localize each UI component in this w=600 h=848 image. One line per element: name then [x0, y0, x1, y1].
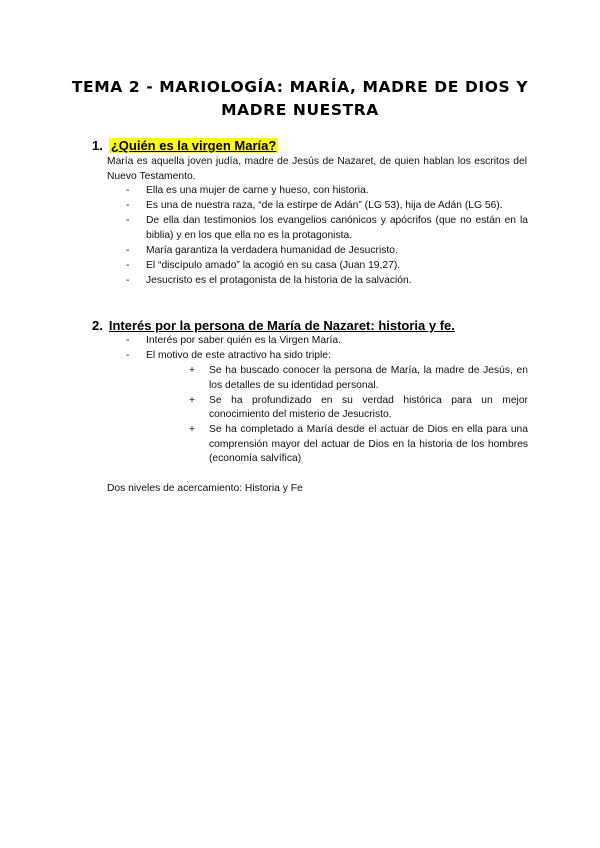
section-2-subitem: + Se ha buscado conocer la persona de María, la madre de Jesús, en los detalles de su identidad personal.: [189, 364, 528, 393]
section-2-item: - El motivo de este atractivo ha sido triple:: [124, 349, 528, 364]
section-2-heading: [92, 318, 455, 333]
section-2-number: 2.: [92, 318, 103, 333]
section-2-subitem: + Se ha completado a María desde el actuar de Dios en ella para una comprensión mayor del actuar de Dios en la historia de los hombres (economía salvífica): [189, 423, 528, 467]
section-1-intro: María es aquella joven judía, madre de Jesús de Nazaret, de quien hablan los escritos del Nuevo Testamento.: [107, 156, 527, 182]
section-2-list: [124, 334, 528, 364]
section-1-item: - María garantiza la verdadera humanidad de Jesucristo.: [124, 244, 528, 259]
section-2-item: - Interés por saber quién es la Virgen María.: [124, 334, 528, 349]
document-title-line-2: MADRE NUESTRA: [221, 101, 379, 119]
document-title-line-1: TEMA 2 - MARIOLOGÍA: MARÍA, MADRE DE DIOS Y: [71, 78, 529, 96]
section-2-subitem: + Se ha profundizado en su verdad histórica para un mejor conocimiento del misterio de Jesucristo.: [189, 394, 528, 423]
section-2-heading-text: Interés por la persona de María de Nazaret: historia y fe.: [108, 318, 455, 333]
section-1-item: - De ella dan testimonios los evangelios canónicos y apócrifos (que no están en la biblia) y en los que ella no es la protagonista.: [124, 214, 528, 243]
section-2-sublist: [189, 364, 528, 467]
section-1-item: - Jesucristo es el protagonista de la historia de la salvación.: [124, 274, 528, 289]
section-1-item: - Es una de nuestra raza, “de la estirpe de Adán” (LG 53), hija de Adán (LG 56).: [124, 199, 528, 214]
section-2-closing: Dos niveles de acercamiento: Historia y Fe: [107, 483, 303, 494]
section-1-item: - Ella es una mujer de carne y hueso, con historia.: [124, 184, 528, 199]
section-1-heading: [92, 138, 278, 153]
section-1-number: 1.: [92, 138, 103, 153]
section-1-item: - El “discípulo amado” la acogió en su casa (Juan 19,27).: [124, 259, 528, 274]
section-1-heading-text: ¿Quién es la virgen María?: [110, 138, 277, 153]
section-1-list: [124, 184, 528, 289]
